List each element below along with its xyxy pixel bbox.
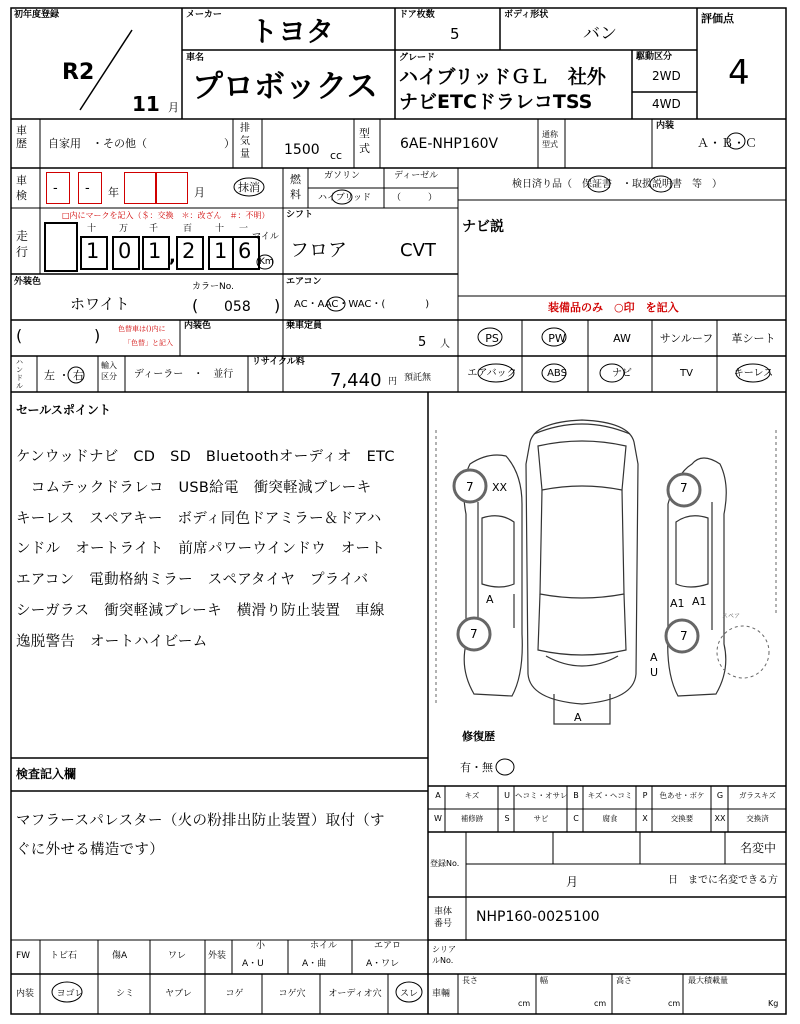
aero-value: A・ワレ <box>366 959 400 969</box>
handle-value: 左 ・ 右 <box>44 369 84 382</box>
color-code-label: カラーNo. <box>192 282 234 292</box>
legend-code: B <box>573 791 579 800</box>
dims-label: 車輛 <box>432 989 451 999</box>
capacity-value: 5 <box>418 335 427 350</box>
history-label: 車歴 <box>16 124 27 150</box>
model-value: 6AE-NHP160V <box>400 136 499 152</box>
equip-item: 革シート <box>731 332 776 345</box>
wheel-label: ホイル <box>310 941 338 951</box>
sales-points-text <box>16 442 424 658</box>
interior-grade-circle <box>725 131 747 151</box>
int-color-label: 内装色 <box>184 321 212 331</box>
insp-dash-1: - <box>53 181 58 196</box>
equip-item: エアバック <box>467 368 517 379</box>
mileage-unit: 百 <box>183 224 193 234</box>
mileage-unit: 十 <box>87 224 97 234</box>
grade-line1: ハイブリッドＧＬ 社外 <box>399 66 606 88</box>
ext-color-label: 外装色 <box>14 277 42 287</box>
reg-month: 11 <box>132 92 160 116</box>
damage-mark: A <box>650 651 658 664</box>
mileage-unit: 十 <box>215 224 225 234</box>
wheel-value: A・曲 <box>302 959 327 969</box>
hybrid-circle <box>330 189 354 206</box>
insp-expired: 抹消 <box>238 181 260 194</box>
legend-desc: ガラスキズ <box>738 791 777 800</box>
repair-label: 修復歴 <box>462 730 495 743</box>
interior-damage-item: ヤブレ <box>165 989 192 999</box>
fw-label: FW <box>16 951 31 961</box>
legend-desc: 交換要 <box>670 814 694 823</box>
legend-desc: キズ <box>464 791 480 800</box>
legend-code: U <box>504 791 510 800</box>
sales-point-line: ンドル オートライト 前席パワーウインドウ オート <box>16 541 386 558</box>
navi-label: ナビ説 <box>462 219 504 235</box>
interior-damage-item: ヨゴレ <box>56 989 84 999</box>
sales-point-line: ケンウッドナビ CD SD Bluetoothオーディオ ETC <box>16 449 395 465</box>
sales-points-title: セールスポイント <box>16 403 111 417</box>
shift-label: シフト <box>286 210 314 220</box>
displacement-label: 排気量 <box>240 123 250 160</box>
tire-tread-value: 7 <box>680 629 688 643</box>
repaint-close: ) <box>94 326 101 345</box>
legend-code: G <box>716 791 724 800</box>
interior-label: 内装 <box>16 989 35 999</box>
insp-box-1 <box>46 172 70 204</box>
equip-item: PS <box>485 332 499 345</box>
legend-code: W <box>434 814 442 823</box>
equip-circle <box>540 362 568 384</box>
grade-line2: ナビETCドラレコTSS <box>399 91 593 113</box>
inspection-line: マフラースパレスター（火の粉排出防止装置）取付（す <box>16 813 385 829</box>
handle-label: ハンドル <box>16 358 23 390</box>
insp-year-unit: 年 <box>108 186 119 199</box>
insp-box-4 <box>156 172 188 204</box>
drive-2wd: 2WD <box>652 69 681 83</box>
tire-tread-value: 7 <box>470 627 478 641</box>
vin-value: NHP160-0025100 <box>476 909 600 925</box>
aero-label: エアロ <box>374 941 402 951</box>
legend-desc: 交換済 <box>746 814 769 823</box>
mileage-digit: 1 <box>86 239 100 263</box>
interior-circle <box>394 980 424 1004</box>
ac-label: エアコン <box>286 277 322 287</box>
reg-day-note: 日 までに名変できる方 <box>668 875 778 886</box>
body-label: ボディ形状 <box>504 10 549 20</box>
equip-circle <box>540 326 568 348</box>
expired-circle <box>232 176 266 198</box>
mileage-digit: 1 <box>148 239 162 263</box>
common-model-label: 通称型式 <box>542 130 558 149</box>
vehicle-damage-diagram <box>430 394 786 734</box>
insp-dash-2: - <box>85 181 90 196</box>
mileage-comma: , <box>169 246 176 267</box>
docs-line: 検日済り品（ 保証書 ・取扱説明書 等 ） <box>512 179 722 190</box>
load-label: 最大積載量 <box>688 976 728 985</box>
fuel-other: （ ） <box>392 193 438 203</box>
import-label: 輸入区分 <box>101 361 117 381</box>
legend-desc: ヘコミ・オサレ <box>515 791 568 800</box>
repaint-note-1: 色替車は()内に <box>118 325 166 333</box>
mileage-digit: 2 <box>182 239 196 263</box>
spare-label: スペア <box>722 613 741 620</box>
model-label: 型式 <box>359 127 370 155</box>
equip-circle <box>476 326 504 348</box>
interior-damage-item: スレ <box>399 989 418 999</box>
damage-mark: A <box>486 593 494 606</box>
insp-box-3 <box>124 172 156 204</box>
legend-code: S <box>504 814 510 823</box>
repair-circle <box>494 757 516 777</box>
recycle-fee: 7,440 <box>330 370 382 391</box>
recycle-label: リサイクル料 <box>252 357 305 367</box>
fuel-gasoline: ガソリン <box>324 171 361 181</box>
interior-circle <box>50 980 84 1004</box>
mileage-unit: 千 <box>149 224 159 234</box>
displacement-unit: cc <box>330 149 343 162</box>
shift-type: フロア <box>290 239 348 261</box>
km-circle <box>255 253 275 271</box>
interior-damage-item: シミ <box>115 989 134 999</box>
inspection-label: 車検 <box>16 174 27 202</box>
damage-mark: U <box>650 666 659 679</box>
interior-grade-options: Ａ・Ｂ・Ｃ <box>697 136 758 150</box>
name-change: 名変中 <box>740 841 777 855</box>
height-label: 高さ <box>616 976 632 985</box>
fw-item-2: 傷A <box>112 951 128 961</box>
length-label: 長さ <box>462 976 478 985</box>
fw-item-3: ワレ <box>168 951 187 961</box>
color-code-value: 058 <box>224 299 251 315</box>
legend-desc: 腐食 <box>602 814 618 823</box>
maker-value: トヨタ <box>250 15 335 48</box>
inspection-title: 検査記入欄 <box>16 767 77 781</box>
doors-label: ドア枚数 <box>399 10 435 20</box>
equip-circle <box>598 362 626 384</box>
height-unit: cm <box>668 999 681 1008</box>
inspection-line: ぐに外せる構造です） <box>16 842 164 858</box>
mileage-digit: 0 <box>118 239 132 263</box>
interior-damage-item: オーディオ穴 <box>328 989 382 999</box>
length-unit: cm <box>518 999 531 1008</box>
mileage-note: □内にマークを記入（＄：交換 ＊：改ざん ＃：不明） <box>62 211 270 220</box>
legend-code: C <box>573 814 579 823</box>
fw-item-1: トビ石 <box>50 951 78 961</box>
transmission: CVT <box>400 240 436 261</box>
ext-color-value: ホワイト <box>70 295 130 313</box>
ac-options: AC・AAC・WAC・( ) <box>294 299 430 310</box>
reg-no-label: 登録No. <box>430 859 460 868</box>
repaint-open: ( <box>16 326 23 345</box>
history-value: 自家用 ・その他（ ） <box>48 137 235 150</box>
recycle-note: 預託無 <box>404 373 432 383</box>
equip-item: ナビ <box>612 368 632 379</box>
small-value: A・U <box>242 959 264 969</box>
insp-month-unit: 月 <box>194 186 205 199</box>
inspection-text <box>16 807 424 865</box>
drive-label: 駆動区分 <box>636 52 673 62</box>
legend-desc: 補修跡 <box>460 814 484 823</box>
body-value: バン <box>583 24 617 44</box>
mileage-digit: 6 <box>238 239 252 263</box>
maker-label: メーカー <box>186 10 222 20</box>
reg-month-unit: 月 <box>168 101 179 114</box>
damage-mark: A1 <box>670 597 685 610</box>
mileage-label: 走行 <box>16 229 29 259</box>
insp-box-2 <box>78 172 102 204</box>
serial-label: シリアルNo. <box>432 945 456 965</box>
mileage-digit: 1 <box>214 239 228 263</box>
mileage-box-0 <box>44 222 78 272</box>
reg-label: 初年度登録 <box>14 10 60 20</box>
load-unit: Kg <box>768 999 779 1008</box>
legend-code: XX <box>714 814 726 823</box>
score-value: 4 <box>728 53 750 93</box>
small-label: 小 <box>256 941 266 951</box>
fuel-label: 燃料 <box>290 173 301 201</box>
sales-point-line: シーガラス 衝突軽減ブレーキ 横滑り防止装置 車線 <box>16 602 385 619</box>
docs-circle-2 <box>648 174 674 194</box>
damage-mark: A1 <box>692 595 707 608</box>
reg-month: 月 <box>566 875 579 889</box>
legend-desc: 色あせ・ボケ <box>659 791 705 800</box>
displacement-value: 1500 <box>284 142 320 158</box>
width-label: 幅 <box>540 976 548 985</box>
legend-desc: サビ <box>533 814 549 823</box>
equip-item: サンルーフ <box>659 332 714 345</box>
equip-circle <box>476 362 516 384</box>
legend-code: A <box>435 791 441 800</box>
fuel-hybrid: ハイブリッド <box>318 193 372 203</box>
car-name-label: 車名 <box>186 53 205 63</box>
score-label: 評価点 <box>701 12 734 25</box>
equip-circle <box>734 362 772 384</box>
mile-label: マイル <box>252 232 279 242</box>
drive-4wd: 4WD <box>652 97 681 111</box>
equip-item: PW <box>548 332 566 345</box>
sales-point-line: キーレス スペアキー ボディ同色ドアミラー＆ドアハ <box>16 510 382 527</box>
fuel-diesel: ディーゼル <box>394 171 439 181</box>
damage-mark: A <box>574 711 582 724</box>
vin-label: 車体番号 <box>434 907 453 929</box>
repaint-note-2: 「色替」と記入 <box>124 339 173 347</box>
sales-point-line: コムテックドラレコ USB給電 衝突軽減ブレーキ <box>16 479 372 496</box>
capacity-unit: 人 <box>440 339 450 350</box>
legend-code: P <box>642 791 648 800</box>
sales-point-line: エアコン 電動格納ミラー スペアタイヤ プライバ <box>16 572 369 589</box>
interior-grade-label: 内装 <box>656 121 675 131</box>
aac-circle <box>325 295 347 313</box>
tire-tread-value: 7 <box>466 480 474 494</box>
damage-mark: XX <box>492 481 508 494</box>
equip-item: キーレス <box>733 368 774 379</box>
equip-item: AW <box>613 332 631 345</box>
reg-era: R2 <box>62 60 95 85</box>
interior-damage-item: コゲ穴 <box>278 989 306 999</box>
legend-desc: キズ・ヘコミ <box>587 791 633 800</box>
equip-title: 装備品のみ ○印 を記入 <box>548 301 679 314</box>
repair-value: 有・無 <box>460 761 493 774</box>
handle-circle <box>66 365 86 385</box>
mileage-unit: 万 <box>119 224 129 234</box>
color-code-close: ) <box>274 296 281 315</box>
mileage-unit: 一 <box>239 224 249 234</box>
docs-circle-1 <box>586 174 612 194</box>
exterior-label: 外装 <box>208 951 227 961</box>
km-label: Km <box>259 257 274 267</box>
tire-tread-value: 7 <box>680 481 688 495</box>
recycle-unit: 円 <box>388 377 398 387</box>
sales-point-line: 逸脱警告 オートハイビーム <box>16 633 208 650</box>
legend-code: X <box>642 814 648 823</box>
interior-damage-item: コゲ <box>225 989 244 999</box>
equip-item: ABS <box>547 368 567 379</box>
car-name-value: プロボックス <box>192 69 378 105</box>
color-code-open: ( <box>192 296 199 315</box>
grade-label: グレード <box>399 53 436 63</box>
doors-value: 5 <box>450 25 460 43</box>
capacity-label: 乗車定員 <box>286 321 323 331</box>
width-unit: cm <box>594 999 607 1008</box>
equip-item: TV <box>680 368 693 379</box>
import-value: ディーラー ・ 並行 <box>134 369 234 380</box>
